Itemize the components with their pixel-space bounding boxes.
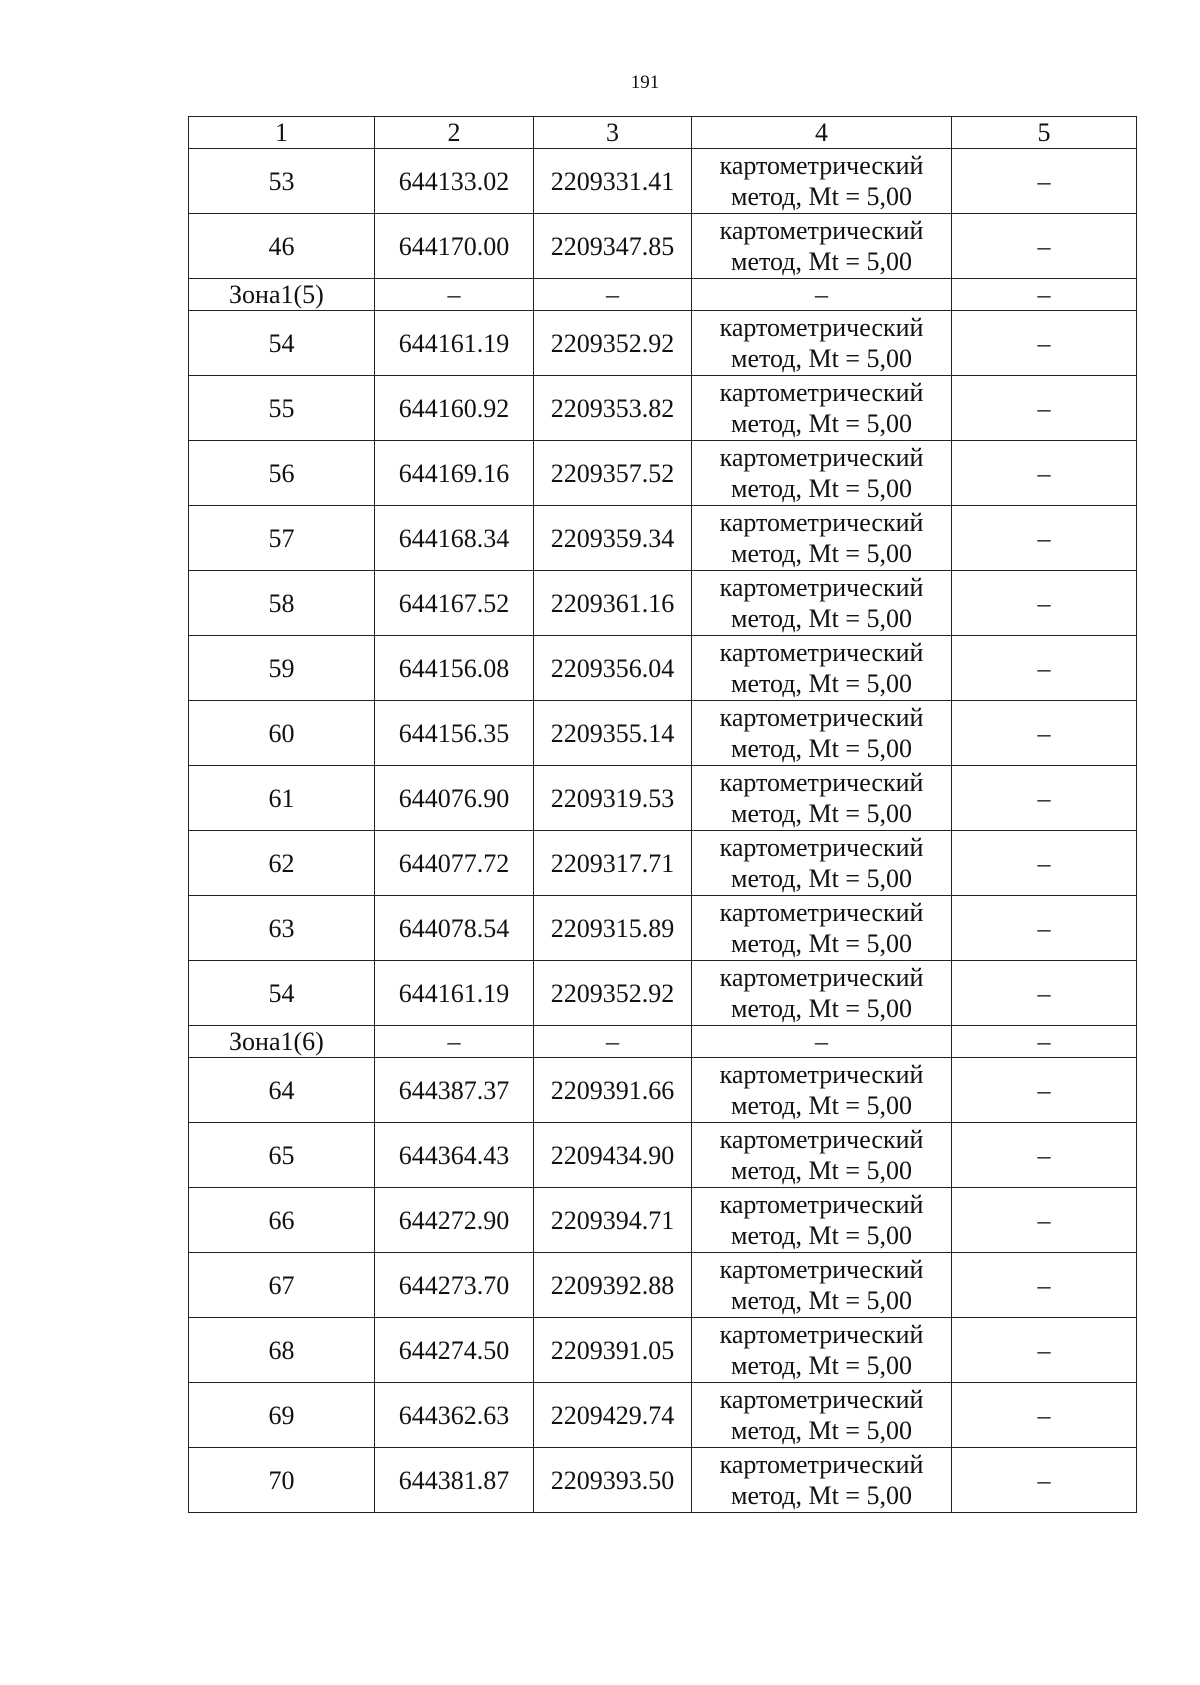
- method-line: картометрический: [719, 378, 924, 407]
- x-coordinate-cell: 644156.08: [375, 636, 534, 701]
- note-cell: –: [952, 1058, 1137, 1123]
- method-line: метод, Mt = 5,00: [731, 799, 912, 828]
- x-coordinate-cell: 644387.37: [375, 1058, 534, 1123]
- y-coordinate-cell: 2209391.66: [534, 1058, 692, 1123]
- method-line: метод, Mt = 5,00: [731, 1156, 912, 1185]
- zone-empty-cell: –: [534, 1026, 692, 1058]
- method-line: картометрический: [719, 1450, 924, 1479]
- method-cell: [692, 766, 952, 831]
- table-row: [189, 701, 1137, 766]
- point-number-cell: 64: [189, 1058, 375, 1123]
- y-coordinate-cell: 2209359.34: [534, 506, 692, 571]
- table-row: [189, 1123, 1137, 1188]
- table-row: [189, 506, 1137, 571]
- x-coordinate-cell: 644078.54: [375, 896, 534, 961]
- method-cell: [692, 1318, 952, 1383]
- point-number-cell: 58: [189, 571, 375, 636]
- table-row: [189, 961, 1137, 1026]
- y-coordinate-cell: 2209361.16: [534, 571, 692, 636]
- table-header-row: [189, 117, 1137, 149]
- point-number-cell: 56: [189, 441, 375, 506]
- zone-empty-cell: –: [692, 1026, 952, 1058]
- method-line: картометрический: [719, 216, 924, 245]
- x-coordinate-cell: 644381.87: [375, 1448, 534, 1513]
- note-cell: –: [952, 506, 1137, 571]
- point-number-cell: 57: [189, 506, 375, 571]
- point-number-cell: 59: [189, 636, 375, 701]
- method-line: метод, Mt = 5,00: [731, 1221, 912, 1250]
- method-line: картометрический: [719, 1060, 924, 1089]
- y-coordinate-cell: 2209353.82: [534, 376, 692, 441]
- method-cell: [692, 961, 952, 1026]
- note-cell: –: [952, 571, 1137, 636]
- x-coordinate-cell: 644167.52: [375, 571, 534, 636]
- table-row: [189, 1188, 1137, 1253]
- point-number-cell: 69: [189, 1383, 375, 1448]
- method-line: метод, Mt = 5,00: [731, 604, 912, 633]
- column-header: 3: [534, 117, 692, 149]
- method-line: картометрический: [719, 1255, 924, 1284]
- method-cell: [692, 1123, 952, 1188]
- point-number-cell: 68: [189, 1318, 375, 1383]
- y-coordinate-cell: 2209429.74: [534, 1383, 692, 1448]
- note-cell: –: [952, 831, 1137, 896]
- method-cell: [692, 149, 952, 214]
- x-coordinate-cell: 644076.90: [375, 766, 534, 831]
- point-number-cell: 70: [189, 1448, 375, 1513]
- method-line: картометрический: [719, 151, 924, 180]
- method-line: метод, Mt = 5,00: [731, 409, 912, 438]
- point-number-cell: 66: [189, 1188, 375, 1253]
- note-cell: –: [952, 1188, 1137, 1253]
- method-cell: [692, 636, 952, 701]
- method-line: картометрический: [719, 313, 924, 342]
- note-cell: –: [952, 896, 1137, 961]
- table-row: [189, 1383, 1137, 1448]
- method-line: картометрический: [719, 1320, 924, 1349]
- method-line: метод, Mt = 5,00: [731, 1351, 912, 1380]
- note-cell: –: [952, 149, 1137, 214]
- zone-empty-cell: –: [375, 1026, 534, 1058]
- method-cell: [692, 1188, 952, 1253]
- note-cell: –: [952, 1448, 1137, 1513]
- method-cell: [692, 311, 952, 376]
- column-header: 1: [189, 117, 375, 149]
- y-coordinate-cell: 2209392.88: [534, 1253, 692, 1318]
- method-line: картометрический: [719, 443, 924, 472]
- table-row: [189, 1058, 1137, 1123]
- table-row: [189, 1253, 1137, 1318]
- table-row: [189, 636, 1137, 701]
- method-cell: [692, 1253, 952, 1318]
- x-coordinate-cell: 644077.72: [375, 831, 534, 896]
- point-number-cell: 61: [189, 766, 375, 831]
- x-coordinate-cell: 644273.70: [375, 1253, 534, 1318]
- method-line: метод, Mt = 5,00: [731, 1091, 912, 1120]
- method-line: метод, Mt = 5,00: [731, 929, 912, 958]
- table-row: [189, 376, 1137, 441]
- note-cell: –: [952, 214, 1137, 279]
- zone-empty-cell: –: [952, 279, 1137, 311]
- note-cell: –: [952, 636, 1137, 701]
- y-coordinate-cell: 2209347.85: [534, 214, 692, 279]
- method-line: метод, Mt = 5,00: [731, 539, 912, 568]
- y-coordinate-cell: 2209319.53: [534, 766, 692, 831]
- method-line: метод, Mt = 5,00: [731, 1481, 912, 1510]
- zone-empty-cell: –: [952, 1026, 1137, 1058]
- method-cell: [692, 376, 952, 441]
- y-coordinate-cell: 2209317.71: [534, 831, 692, 896]
- zone-empty-cell: –: [375, 279, 534, 311]
- method-cell: [692, 1448, 952, 1513]
- table-row: [189, 831, 1137, 896]
- x-coordinate-cell: 644161.19: [375, 311, 534, 376]
- table-row: [189, 311, 1137, 376]
- point-number-cell: 62: [189, 831, 375, 896]
- table-row: [189, 441, 1137, 506]
- y-coordinate-cell: 2209356.04: [534, 636, 692, 701]
- note-cell: –: [952, 766, 1137, 831]
- table-row: [189, 896, 1137, 961]
- x-coordinate-cell: 644362.63: [375, 1383, 534, 1448]
- table-row: [189, 1318, 1137, 1383]
- method-line: картометрический: [719, 833, 924, 862]
- point-number-cell: 63: [189, 896, 375, 961]
- method-line: картометрический: [719, 768, 924, 797]
- method-cell: [692, 1383, 952, 1448]
- method-cell: [692, 441, 952, 506]
- table-row: [189, 766, 1137, 831]
- point-number-cell: 65: [189, 1123, 375, 1188]
- point-number-cell: 67: [189, 1253, 375, 1318]
- zone-label: Зона1(6): [189, 1026, 375, 1058]
- method-cell: [692, 571, 952, 636]
- point-number-cell: 53: [189, 149, 375, 214]
- x-coordinate-cell: 644133.02: [375, 149, 534, 214]
- y-coordinate-cell: 2209394.71: [534, 1188, 692, 1253]
- note-cell: –: [952, 376, 1137, 441]
- table-row: [189, 1448, 1137, 1513]
- point-number-cell: 54: [189, 961, 375, 1026]
- x-coordinate-cell: 644274.50: [375, 1318, 534, 1383]
- method-line: картометрический: [719, 1385, 924, 1414]
- method-cell: [692, 896, 952, 961]
- y-coordinate-cell: 2209357.52: [534, 441, 692, 506]
- y-coordinate-cell: 2209391.05: [534, 1318, 692, 1383]
- x-coordinate-cell: 644161.19: [375, 961, 534, 1026]
- note-cell: –: [952, 961, 1137, 1026]
- note-cell: –: [952, 311, 1137, 376]
- method-cell: [692, 831, 952, 896]
- y-coordinate-cell: 2209393.50: [534, 1448, 692, 1513]
- note-cell: –: [952, 701, 1137, 766]
- note-cell: –: [952, 1253, 1137, 1318]
- note-cell: –: [952, 1318, 1137, 1383]
- method-line: метод, Mt = 5,00: [731, 247, 912, 276]
- column-header: 5: [952, 117, 1137, 149]
- method-line: картометрический: [719, 508, 924, 537]
- method-cell: [692, 701, 952, 766]
- x-coordinate-cell: 644170.00: [375, 214, 534, 279]
- method-line: метод, Mt = 5,00: [731, 669, 912, 698]
- note-cell: –: [952, 1123, 1137, 1188]
- point-number-cell: 54: [189, 311, 375, 376]
- method-cell: [692, 214, 952, 279]
- method-line: метод, Mt = 5,00: [731, 734, 912, 763]
- zone-empty-cell: –: [534, 279, 692, 311]
- point-number-cell: 60: [189, 701, 375, 766]
- method-cell: [692, 1058, 952, 1123]
- note-cell: –: [952, 441, 1137, 506]
- method-line: метод, Mt = 5,00: [731, 1416, 912, 1445]
- table-row: [189, 214, 1137, 279]
- y-coordinate-cell: 2209352.92: [534, 311, 692, 376]
- method-line: картометрический: [719, 1190, 924, 1219]
- method-line: картометрический: [719, 898, 924, 927]
- x-coordinate-cell: 644169.16: [375, 441, 534, 506]
- point-number-cell: 55: [189, 376, 375, 441]
- table-row: [189, 571, 1137, 636]
- zone-row: [189, 279, 1137, 311]
- column-header: 2: [375, 117, 534, 149]
- table-row: [189, 149, 1137, 214]
- zone-label: Зона1(5): [189, 279, 375, 311]
- method-line: метод, Mt = 5,00: [731, 864, 912, 893]
- method-line: метод, Mt = 5,00: [731, 1286, 912, 1315]
- method-line: метод, Mt = 5,00: [731, 182, 912, 211]
- table-body: [189, 117, 1137, 1513]
- method-line: метод, Mt = 5,00: [731, 994, 912, 1023]
- method-line: картометрический: [719, 963, 924, 992]
- y-coordinate-cell: 2209355.14: [534, 701, 692, 766]
- x-coordinate-cell: 644156.35: [375, 701, 534, 766]
- method-cell: [692, 506, 952, 571]
- note-cell: –: [952, 1383, 1137, 1448]
- zone-row: [189, 1026, 1137, 1058]
- method-line: метод, Mt = 5,00: [731, 344, 912, 373]
- method-line: метод, Mt = 5,00: [731, 474, 912, 503]
- method-line: картометрический: [719, 1125, 924, 1154]
- page-number: 191: [630, 72, 660, 93]
- y-coordinate-cell: 2209352.92: [534, 961, 692, 1026]
- y-coordinate-cell: 2209434.90: [534, 1123, 692, 1188]
- point-number-cell: 46: [189, 214, 375, 279]
- x-coordinate-cell: 644168.34: [375, 506, 534, 571]
- x-coordinate-cell: 644364.43: [375, 1123, 534, 1188]
- method-line: картометрический: [719, 573, 924, 602]
- x-coordinate-cell: 644160.92: [375, 376, 534, 441]
- y-coordinate-cell: 2209331.41: [534, 149, 692, 214]
- column-header: 4: [692, 117, 952, 149]
- y-coordinate-cell: 2209315.89: [534, 896, 692, 961]
- zone-empty-cell: –: [692, 279, 952, 311]
- x-coordinate-cell: 644272.90: [375, 1188, 534, 1253]
- method-line: картометрический: [719, 638, 924, 667]
- method-line: картометрический: [719, 703, 924, 732]
- coordinates-table: [188, 116, 1137, 1513]
